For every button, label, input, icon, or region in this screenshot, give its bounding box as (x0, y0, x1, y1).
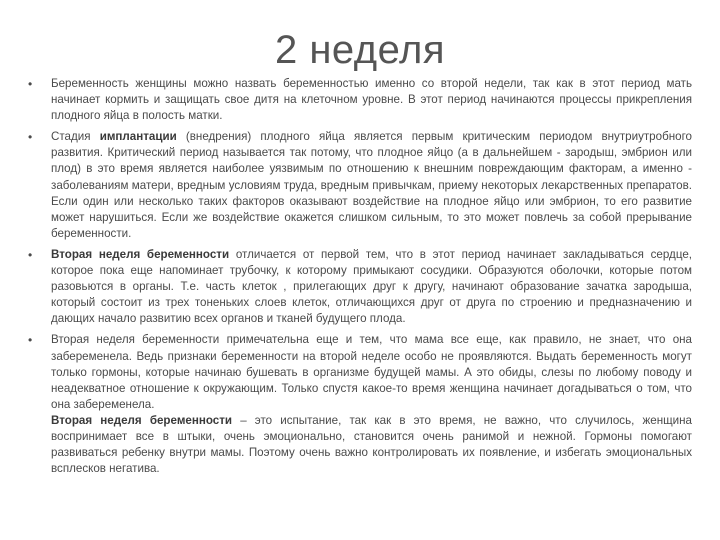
bullet-item (28, 76, 692, 124)
bullet-dot-icon: • (28, 77, 33, 91)
paragraph-text-rest: (внедрения) плодного яйца является первым критическим периодом внутриутробного развития. Критический период называется так потому, что плодное яйцо (а в дальнейшем - зародыш, эмбрион или плод) в это время является наиболее уязвимым по отношению к внешним повреждающим факторам, а именно - заболеваниям матери, вредным условиям труда, вредным привычкам, приему некоторых лекарственных препаратов. Если один или несколько таких факторов оказывают воздействие на плодное яйцо или эмбрион, то его развитие может нарушиться. Если же воздействие окажется слишком сильным, то это может повлечь за собой прерывание беременности. (51, 130, 692, 240)
bullet-item (28, 129, 692, 242)
bullet-text (51, 247, 692, 327)
bullet-dot-icon: • (28, 247, 33, 262)
bold-term: имплантации (99, 130, 177, 144)
bullet-dot-icon: • (28, 130, 33, 145)
bullet-dot-icon: • (28, 333, 33, 348)
bold-term: Вторая неделя беременности (51, 413, 233, 427)
paragraph-text-rest: – это испытание, так как в это время, не важно, что случилось, женщина воспринимает все в штыки, очень эмоционально, становится очень ранимой и нежной. Гормоны помогают развиваться ребенку внутри мамы. Поэтому очень важно контролировать их появление, и избегать эмоциональных всплесков негатива. (51, 413, 692, 476)
paragraph-text: Беременность женщины можно назвать беременностью именно со второй недели, так как в этот период мать начинает кормить и защищать свое дитя на клеточном уровне. В этот период начинаются процессы прикрепления плодного яйца в полость матки. (51, 77, 692, 123)
paragraph-text: Вторая неделя беременности примечательна еще и тем, что мама все еще, как правило, не знает, что она забеременела. Ведь признаки беременности на второй неделе особо не проявляются. Выдать беременность могут только гормоны, которые начинаю бушевать в организме будущей мамы. А это обиды, слезы по любому поводу и неадекватное отношение к окружающим. Только спустя какое-то время женщина начинает догадываться о том, что она забеременела. (51, 333, 692, 411)
paragraph-text-rest: отличается от первой тем, что в этот период начинает закладываться сердце, которое пока еще напоминает трубочку, к которому примыкают сосудики. Образуются оболочки, которые потом разовьются в органы. Т.е. часть клеток , прилегающих друг к другу, начинают образование зачатка зародыша, который состоит из трех тоненьких слоев клеток, отличающихся друг от друга по строению и предназначению и дающих начало развитию всех органов и тканей будущего плода. (51, 247, 692, 326)
slide-title: 2 неделя (274, 28, 446, 72)
bold-term: Вторая неделя беременности (51, 247, 230, 261)
paragraph-text-start: Стадия (51, 130, 100, 144)
bullet-text (51, 76, 692, 124)
bullet-list (28, 76, 692, 482)
bullet-text (51, 129, 692, 242)
bullet-item (28, 247, 692, 327)
bullet-item (28, 332, 692, 477)
bullet-text (51, 332, 692, 477)
